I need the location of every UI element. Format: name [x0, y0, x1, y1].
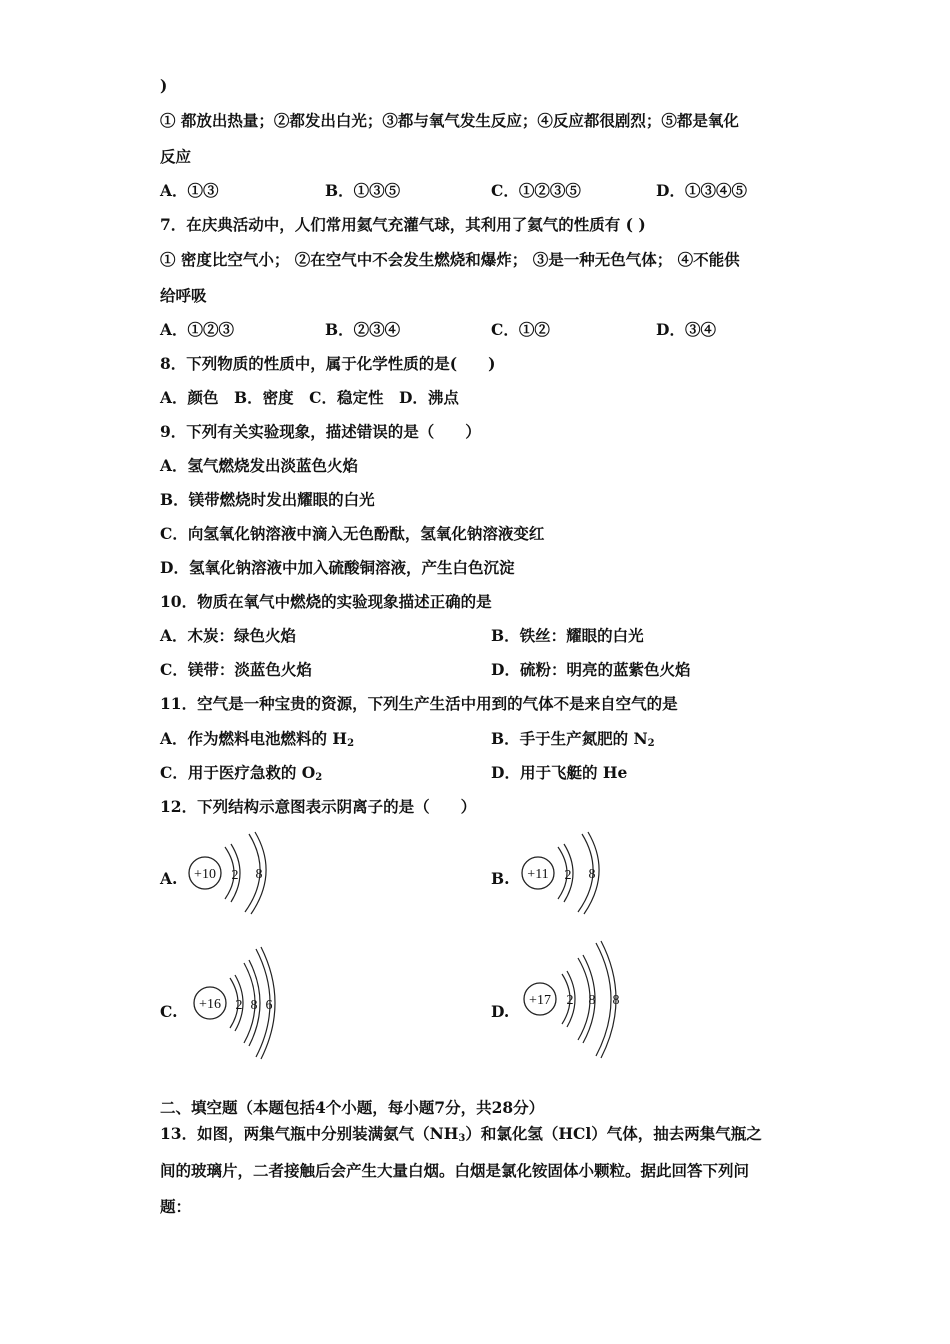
q8-options: A．颜色 B．密度 C．稳定性 D．沸点: [160, 388, 459, 407]
q12-option-c-label: C.: [160, 1002, 178, 1021]
shell-electrons-1: 2: [231, 868, 239, 883]
q6-option-d: D．①③④⑤: [656, 181, 747, 200]
q7-option-c: C．①②: [491, 320, 550, 339]
shell-electrons-1: 2: [235, 998, 243, 1013]
q12-option-b-label: B.: [491, 869, 510, 888]
q9-option-b: B．镁带燃烧时发出耀眼的白光: [160, 490, 375, 509]
q9-option-a: A．氢气燃烧发出淡蓝色火焰: [160, 456, 359, 475]
q9-stem: 9．下列有关实验现象，描述错误的是（ ）: [160, 422, 481, 441]
q11-option-d: D．用于飞艇的 He: [491, 763, 628, 782]
q9-option-c: C．向氢氧化钠溶液中滴入无色酚酞，氢氧化钠溶液变红: [160, 524, 545, 543]
q6-option-b: B．①③⑤: [325, 181, 401, 200]
q13-line1: 13．如图，两集气瓶中分别装满氨气$(NH_3)$和氯化氢（HCl）气体，抽去两集气瓶之: [160, 1124, 762, 1144]
q7-statements-line1: ① 密度比空气小； ②在空气中不会发生燃烧和爆炸； ③是一种无色气体； ④不能供: [160, 250, 740, 269]
q11-stem: 11．空气是一种宝贵的资源，下列生产生活中用到的气体不是来自空气的是: [160, 694, 678, 713]
section-heading: 二、填空题（本题包括4个小题，每小题7分，共28分）: [160, 1098, 545, 1117]
atom-diagram-d: [520, 940, 630, 1064]
q10-option-d: D．硫粉：明亮的蓝紫色火焰: [491, 660, 691, 679]
shell-electrons-1: 2: [564, 868, 572, 883]
shell-electrons-2: 8: [255, 867, 263, 882]
q13-line2: 间的玻璃片，二者接触后会产生大量白烟。白烟是氯化铵固体小颗粒。据此回答下列问: [160, 1161, 750, 1180]
q11-option-b: B．手于生产氮肥的 $N_2$: [491, 729, 655, 749]
nucleus-charge: +16: [199, 997, 221, 1012]
q8-stem: 8．下列物质的性质中，属于化学性质的是( ): [160, 354, 496, 373]
shell-electrons-3: 8: [612, 993, 620, 1008]
q7-option-a: A．①②③: [160, 320, 235, 339]
nucleus-charge: +17: [529, 993, 551, 1008]
q11-option-c: C．用于医疗急救的 $O_2$: [160, 763, 323, 783]
q10-option-a: A．木炭：绿色火焰: [160, 626, 297, 645]
q7-stem: 7．在庆典活动中，人们常用氦气充灌气球，其利用了氦气的性质有 ( ): [160, 215, 646, 234]
q6-option-c: C．①②③⑤: [491, 181, 581, 200]
shell-electrons-2: 8: [588, 993, 596, 1008]
shell-electrons-2: 8: [250, 998, 258, 1013]
atom-diagram-b: [518, 830, 608, 924]
q10-option-c: C．镁带：淡蓝色火焰: [160, 660, 312, 679]
nucleus-charge: +10: [194, 867, 216, 882]
q11-option-a: A．作为燃料电池燃料的 $H_2$: [160, 729, 355, 749]
shell-electrons-2: 8: [588, 867, 596, 882]
q12-stem: 12．下列结构示意图表示阴离子的是（ ）: [160, 797, 477, 816]
q12-option-d-label: D.: [491, 1002, 510, 1021]
q7-statements-line2: 给呼吸: [160, 286, 207, 305]
q13-line3: 题：: [160, 1197, 192, 1216]
shell-electrons-1: 2: [566, 993, 574, 1008]
q12-option-a-label: A.: [160, 869, 178, 888]
q7-option-d: D．③④: [656, 320, 716, 339]
shell-electrons-3: 6: [265, 998, 273, 1013]
q6-close-paren: ): [160, 76, 168, 95]
q10-option-b: B．铁丝：耀眼的白光: [491, 626, 644, 645]
atom-diagram-c: [190, 945, 290, 1064]
q6-option-a: A．①③: [160, 181, 219, 200]
atom-diagram-a: [185, 830, 275, 924]
q10-stem: 10．物质在氧气中燃烧的实验现象描述正确的是: [160, 592, 492, 611]
q6-statements-line1: ① 都放出热量；②都发出白光；③都与氧气发生反应；④反应都很剧烈；⑤都是氧化: [160, 111, 739, 130]
nucleus-charge: +11: [527, 867, 549, 882]
q6-statements-line2: 反应: [160, 147, 192, 166]
q7-option-b: B．②③④: [325, 320, 401, 339]
q9-option-d: D．氢氧化钠溶液中加入硫酸铜溶液，产生白色沉淀: [160, 558, 515, 577]
